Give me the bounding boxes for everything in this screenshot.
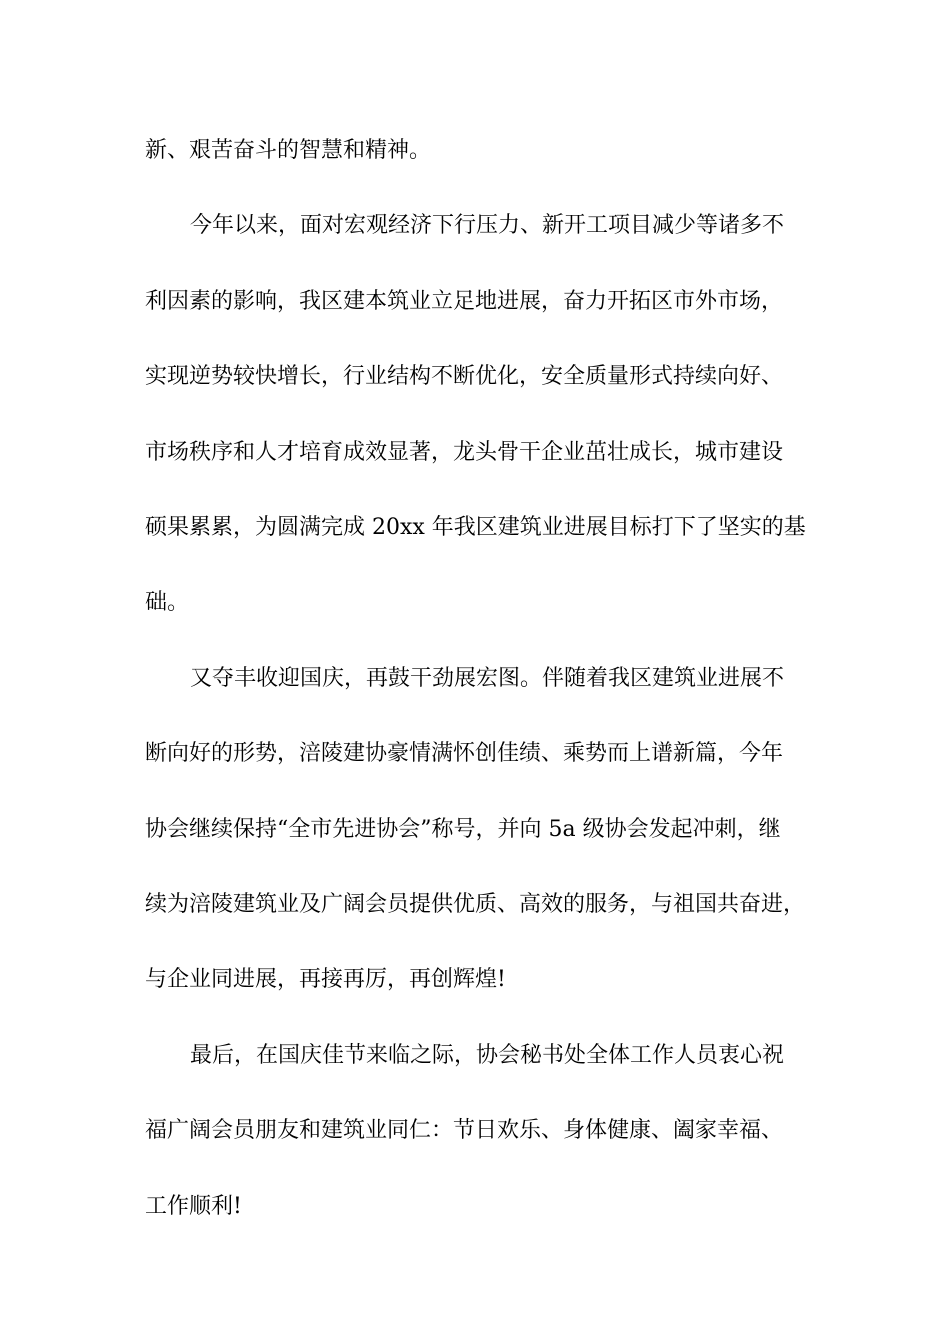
paragraph-1-line-1: 新、艰苦奋斗的智慧和精神。 xyxy=(145,138,432,163)
paragraph-4-line-1: 最后，在国庆佳节来临之际，协会秘书处全体工作人员衷心祝 xyxy=(190,1043,785,1068)
paragraph-3-line-1: 又夺丰收迎国庆，再鼓干劲展宏图。伴随着我区建筑业进展不 xyxy=(190,666,785,691)
paragraph-2-line-4: 市场秩序和人才培育成效显著，龙头骨干企业茁壮成长，城市建设 xyxy=(145,440,784,465)
paragraph-4-line-3: 工作顺利! xyxy=(145,1194,242,1219)
paragraph-2-line-5: 硕果累累，为圆满完成 20xx 年我区建筑业进展目标打下了坚实的基 xyxy=(145,515,806,540)
paragraph-2-line-1: 今年以来，面对宏观经济下行压力、新开工项目减少等诸多不 xyxy=(190,213,785,238)
paragraph-3-line-4: 续为涪陵建筑业及广阔会员提供优质、高效的服务，与祖国共奋进， xyxy=(145,892,806,917)
paragraph-2-line-3: 实现逆势较快增长，行业结构不断优化，安全质量形式持续向好、 xyxy=(145,364,784,389)
paragraph-4-line-2: 福广阔会员朋友和建筑业同仁：节日欢乐、身体健康、阖家幸福、 xyxy=(145,1118,784,1143)
paragraph-3-line-2: 断向好的形势，涪陵建协豪情满怀创佳绩、乘势而上谱新篇，今年 xyxy=(145,741,784,766)
paragraph-3-line-5: 与企业同进展，再接再厉，再创辉煌! xyxy=(145,967,506,992)
paragraph-2-line-2: 利因素的影响，我区建本筑业立足地进展，奋力开拓区市外市场， xyxy=(145,289,784,314)
paragraph-2-line-6: 础。 xyxy=(145,590,190,615)
paragraph-3-line-3: 协会继续保持“全市先进协会”称号，并向 5a 级协会发起冲刺，继 xyxy=(145,817,781,842)
